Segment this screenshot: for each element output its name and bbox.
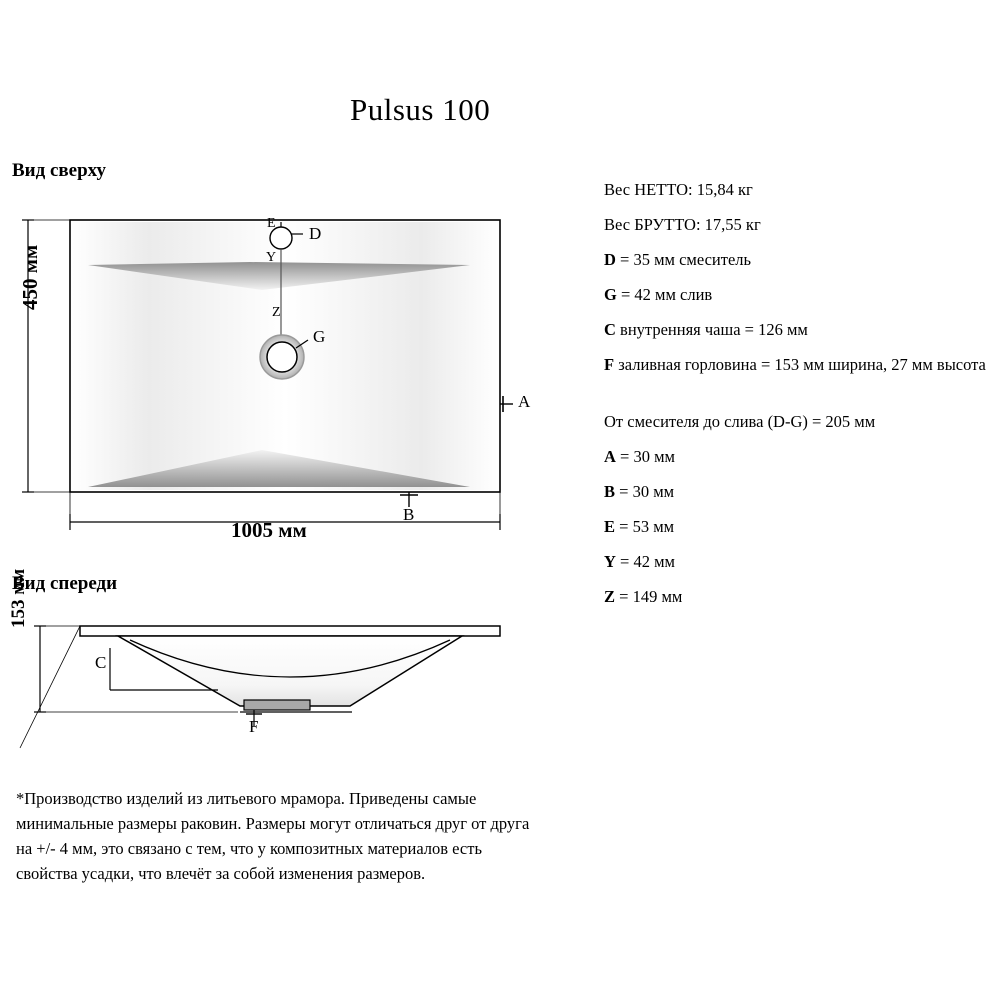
- spec-row-c: C внутренняя чаша = 126 мм: [604, 320, 808, 339]
- spec-row-brutto: Вес БРУТТО: 17,55 кг: [604, 215, 761, 234]
- spec-row-f: F заливная горловина = 153 мм ширина, 27 мм высота: [604, 355, 986, 374]
- dimension-width: 1005 мм: [231, 518, 307, 542]
- callout-f: F: [249, 717, 259, 736]
- callout-g: G: [313, 327, 326, 346]
- spec-row-e: E = 53 мм: [604, 517, 675, 536]
- spec-row-netto: Вес НЕТТО: 15,84 кг: [604, 180, 753, 199]
- spec-row-g: G = 42 мм слив: [604, 285, 713, 304]
- spec-row-y: Y = 42 мм: [604, 552, 675, 571]
- footnote: *Производство изделий из литьевого мрамора. Приведены самые минимальные размеры раковин. Размеры могут отличаться друг от друга на +/- 4 мм, это связано с тем, что у композитных материалов есть свойства усадки, что влечёт за собой изменения размеров.: [16, 789, 530, 883]
- specifications-list: [604, 172, 996, 614]
- callout-d: D: [309, 224, 322, 243]
- spec-row-b: B = 30 мм: [604, 482, 675, 501]
- callout-z: Z: [272, 305, 281, 320]
- spec-row-dg: От смесителя до слива (D-G) = 205 мм: [604, 412, 876, 431]
- view-label-front: Вид спереди: [12, 573, 118, 594]
- spec-row-a: A = 30 мм: [604, 447, 675, 466]
- callout-a: A: [518, 392, 531, 411]
- view-label-top: Вид сверху: [12, 160, 106, 181]
- page-title: Pulsus 100: [350, 92, 491, 127]
- spec-row-d: D = 35 мм смеситель: [604, 250, 752, 269]
- callout-b: B: [403, 505, 415, 524]
- callout-y: Y: [266, 250, 277, 265]
- dimension-height: 153 мм: [8, 568, 29, 628]
- spec-row-z: Z = 149 мм: [604, 587, 683, 606]
- callout-c: C: [95, 653, 107, 672]
- dimension-depth: 450 мм: [18, 244, 42, 310]
- callout-e: E: [267, 216, 276, 231]
